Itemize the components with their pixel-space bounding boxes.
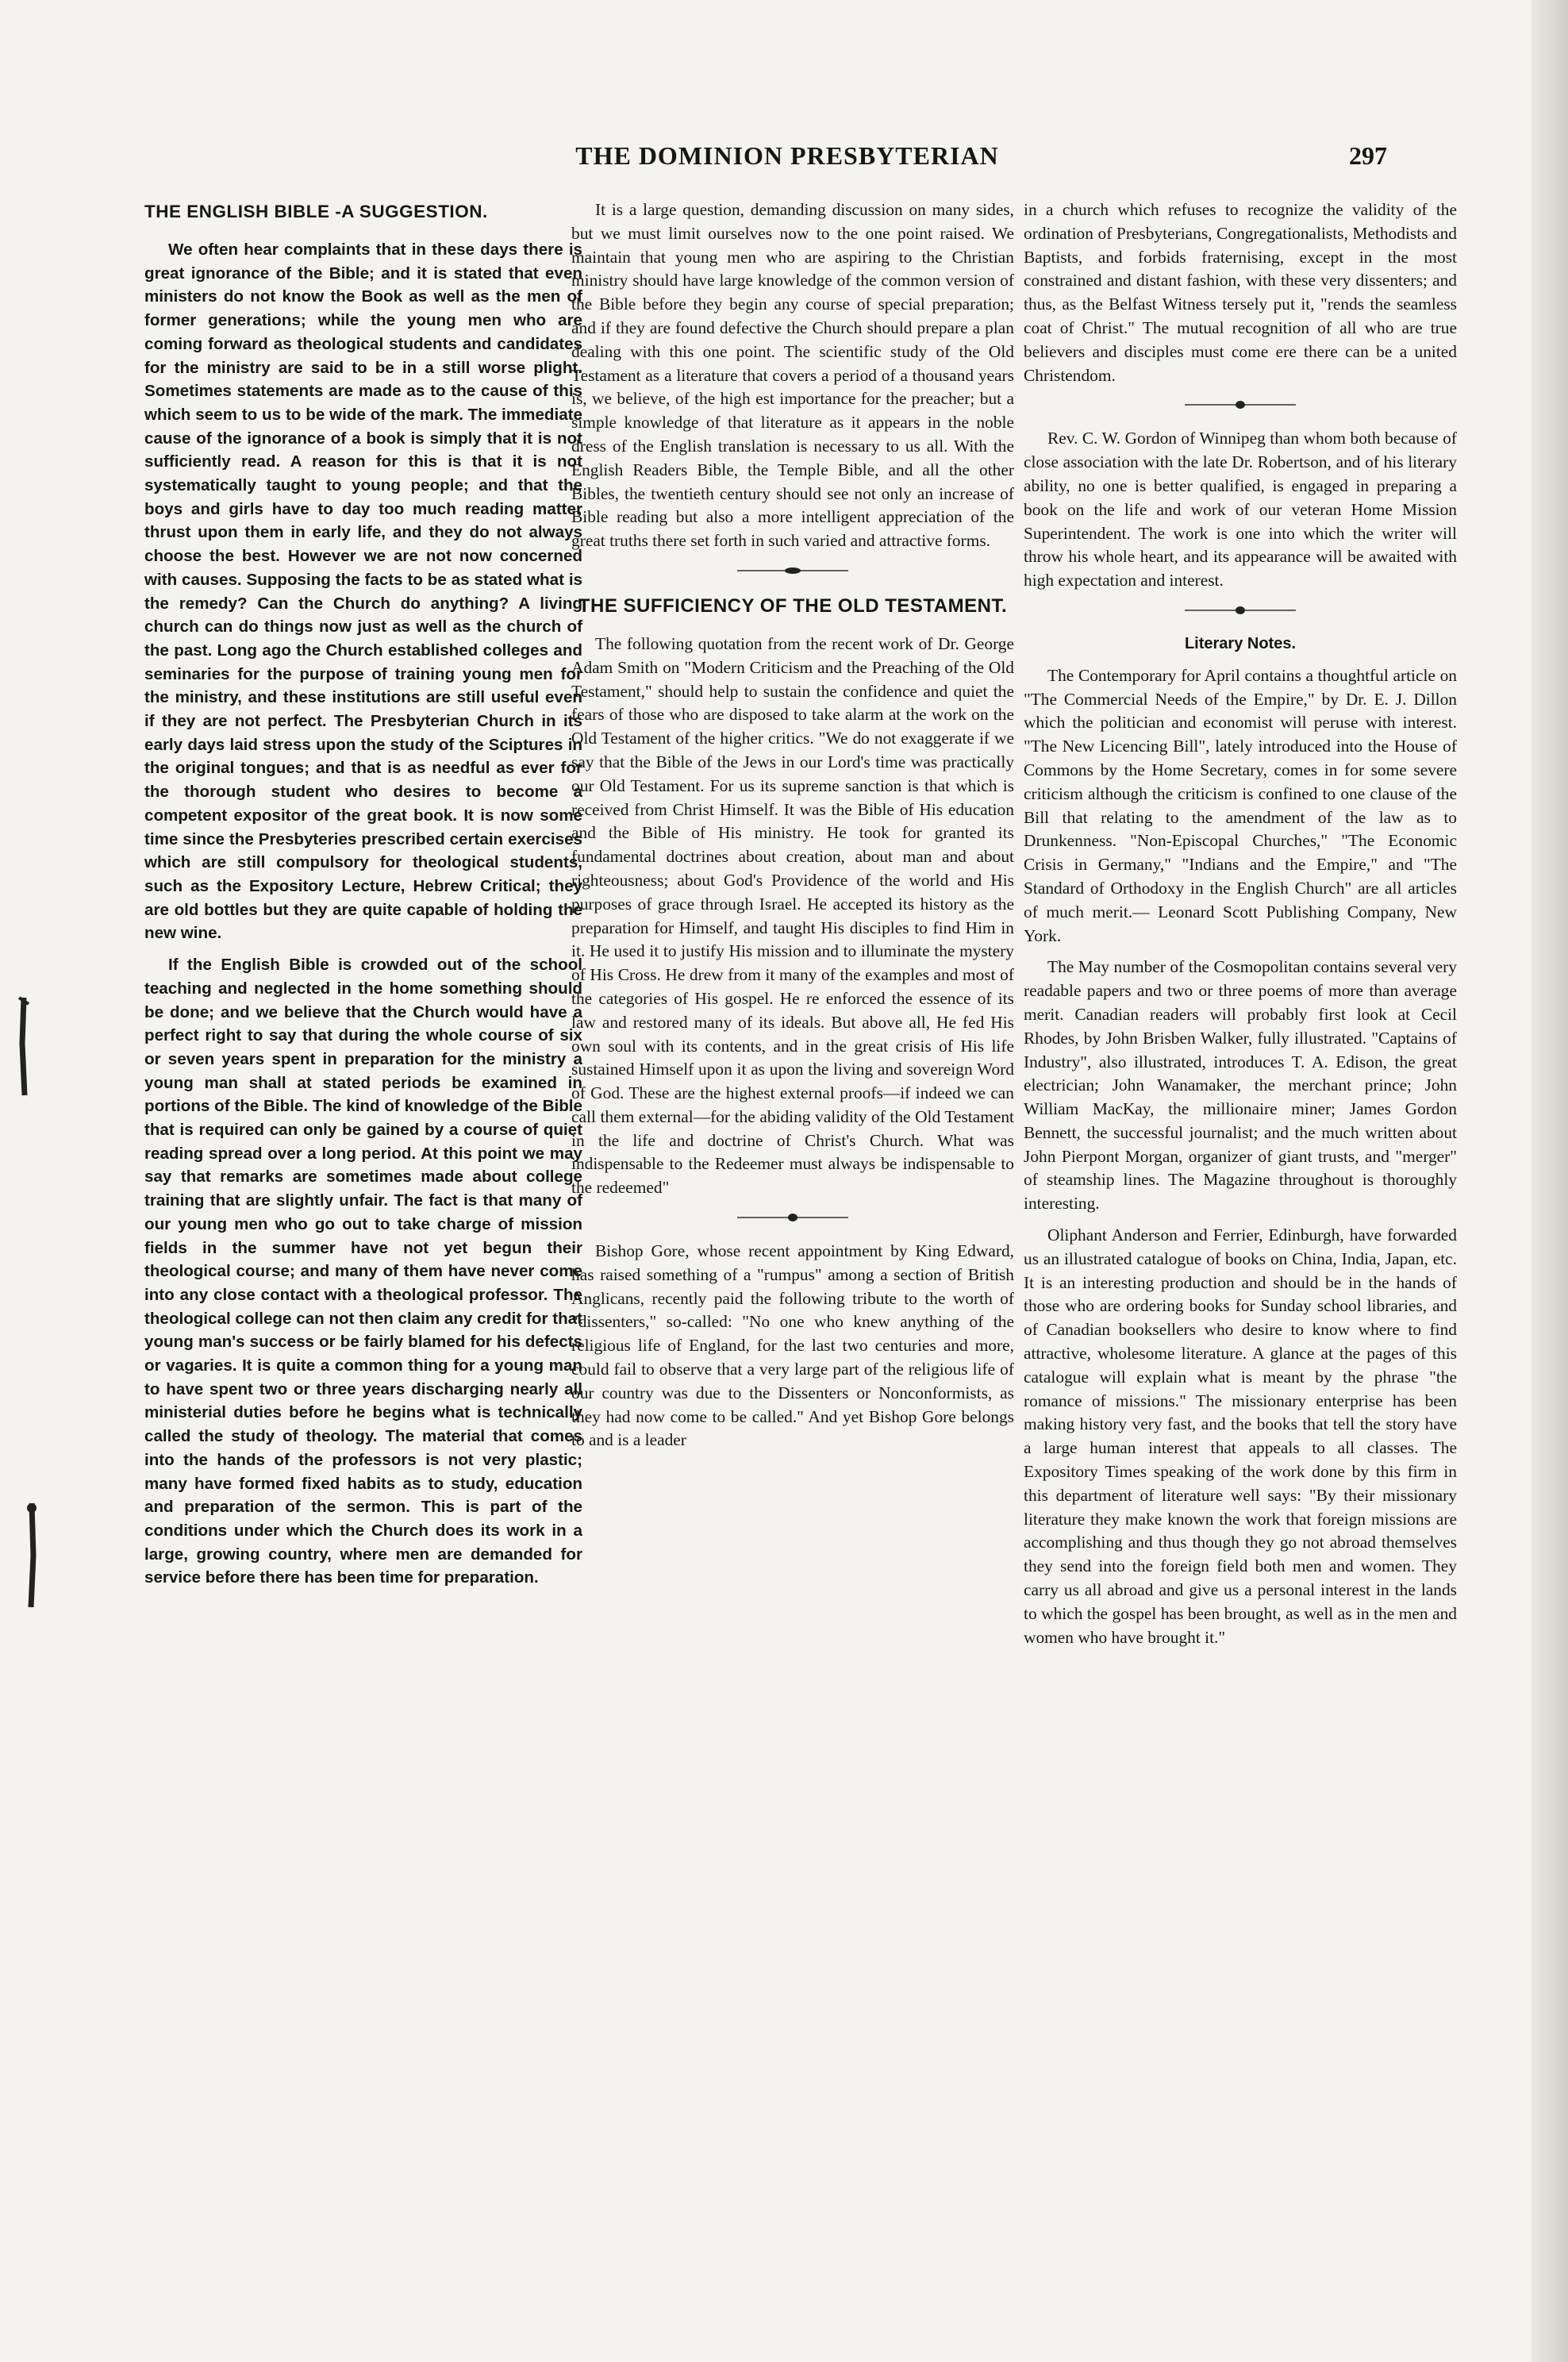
article-paragraph: Rev. C. W. Gordon of Winnipeg than whom both because of close association with the late Dr. Robertson, and of his literary ability, no one is better qualified, is engaged in preparing a book on the life and work of our veteran Home Mission Superintendent. The work is one into which the writer will throw his whole heart, and its appearance will be awaited with high expectation and interest. (1024, 429, 1457, 590)
publication-title: THE DOMINION PRESBYTERIAN (575, 141, 999, 170)
margin-binding-mark-lower (21, 1500, 44, 1611)
article-paragraph: Oliphant Anderson and Ferrier, Edinburgh, have forwarded us an illustrated catalogue of books on China, India, Japan, etc. It is an interesting production and should be in the hands of those who are ordering books for Sunday school libraries, and of Canadian booksellers who desire to know where to find attractive, wholesome literature. A glance at the pages of this catalogue will explain what is meant by the phrase "the romance of missions." The missionary enterprise has been making history very fast, and the books that tell the story have a large human interest that appeals to all classes. The Expository Times speaking of the work done by this firm in this department of literature well says: "By their missionary literature they make known the work that foreign missions are accomplishing and thus though they go not abroad themselves they send into the foreign field both men and women. They carry us all abroad and give us a personal interest in the lands to which the gospel has been brought, as well as in the men and women who have brought it." (1024, 1225, 1457, 1647)
margin-binding-mark-upper (11, 996, 35, 1099)
column-right (1024, 198, 1457, 1657)
section-divider (571, 1208, 1014, 1229)
article-heading-sufficiency: THE SUFFICIENCY OF THE OLD TESTAMENT. (578, 594, 1008, 617)
column-left (144, 198, 582, 1598)
page-number: 297 (1349, 141, 1387, 170)
article-paragraph: We often hear complaints that in these days there is great ignorance of the Bible; and it is stated that even ministers do not know the Book as well as the men of former generations; while the young men who are coming forward as theological students and candidates for the ministry are said to be in a still worse plight. Sometimes statements are made as to the cause of this which seem to us to be wide of the mark. The immediate cause of the ignorance of a book is simply that it is not sufficiently read. A reason for this is that it is not systematically taught to young people; and that the boys and girls have to day too much reading matter thrust upon them in early life, and they do not always choose the best. However we are not now concerned with causes. Supposing the facts to be as stated what is the remedy? Can the Church do anything? A living church can do things now just as well as the church of the past. Long ago the Church established colleges and seminaries for the purpose of training young men for the ministry, and these institutions are still useful even if they are not perfect. The Presbyterian Church in its early days laid stress upon the study of the Sciptures in the original tongues; and that is as needful as ever for the thorough student who desires to become a competent expositor of the great book. It is now some time since the Presbyteries prescribed certain exercises which are still compulsory for theological students, such as the Expository Lecture, Hebrew Critical; they are old bottles but they are quite capable of holding the new wine. (144, 240, 582, 943)
article-paragraph: It is a large question, demanding discussion on many sides, but we must limit ourselves now to the one point raised. We maintain that young men who are aspiring to the Christian ministry should have large knowledge of the common version of the Bible before they begin any course of special preparation; and if they are found defective the Church should prepare a plan dealing with this one point. The scientific study of the Old Testament as a literature that covers a period of a thousand years is, we believe, of the high est importance for the preacher; but a simple knowledge of that literature as it appears in the noble dress of the English translation is necessary to us all. With the English Readers Bible, the Temple Bible, and all the other Bibles, the twentieth century should see not only an increase of Bible reading but also a more intelligent appreciation of the great truths there set forth in such varied and attractive forms. (571, 200, 1014, 551)
section-divider (1024, 601, 1457, 621)
running-head (0, 141, 1568, 181)
section-divider (1024, 395, 1457, 416)
section-heading-literary-notes: Literary Notes. (1184, 634, 1297, 652)
article-heading-english-bible: THE ENGLISH BIBLE -A SUGGESTION. (144, 202, 488, 221)
page-edge-shadow (1531, 0, 1568, 2362)
article-paragraph: The Contemporary for April contains a thoughtful article on "The Commercial Needs of the Empire," by Dr. E. J. Dillon which the politician and economist will peruse with interest. "The New Licencing Bill", lately introduced into the House of Commons by the Home Secretary, comes in for some severe criticism although the criticism is confined to one clause of the Bill that relating to the amendment of the law as to Drunkenness. "Non-Episcopal Churches," "The Economic Crisis in Germany," "Indians and the Empire," and "The Standard of Orthodoxy in the English Church" are all articles of much merit.— Leonard Scott Publishing Company, New York. (1024, 665, 1457, 945)
article-paragraph: If the English Bible is crowded out of the school teaching and neglected in the home something should be done; and we believe that the Church would have a perfect right to say that during the whole course of six or seven years spent in preparation for the ministry a young man shall at stated periods be examined in portions of the Bible. The kind of knowledge of the Bible that is required can only be gained by a course of quiet reading spread over a long period. At this point we may say that remarks are sometimes made about college training that are slightly unfair. The fact is that many of our young men who go out to take charge of mission fields in the summer have not yet begun their theological course; and many of them have never come into any close contact with a theological professor. The theological college can not then claim any credit for that young man's success or be fairly blamed for his defects or vagaries. It is quite a common thing for a young man to have spent two or three years discharging nearly all ministerial duties before he begins what is technically called the study of theology. The material that comes into the hands of the professors is not very plastic; many have formed fixed habits as to study, education and preparation of the sermon. This is part of the conditions under which the Church does its work in a large, growing country, where men are demanded for service before there has been time for preparation. (144, 956, 582, 1587)
article-paragraph: in a church which refuses to recognize the validity of the ordination of Presbyterians, Congregationalists, Methodists and Baptists, and forbids fraternising, except in the most constrained and distant fashion, with these very dissenters; and thus, as the Belfast Witness tersely put it, "rends the seamless coat of Christ." The mutual recognition of all who are true believers and disciples must come ere there can be a united Christendom. (1024, 200, 1457, 385)
article-paragraph: Bishop Gore, whose recent appointment by King Edward, has raised something of a "rumpus" among a section of British Anglicans, recently paid the following tribute to the worth of "dissenters," so-called: "No one who knew anything of the religious life of England, for the last two centuries and more, could fail to observe that a very large part of the religious life of our country was due to the Dissenters or Nonconformists, as they had now come to be called." And yet Bishop Gore belongs to and is a leader (571, 1241, 1014, 1450)
article-paragraph: The May number of the Cosmopolitan contains several very readable papers and two or three poems of more than average merit. Canadian readers will probably first look at Cecil Rhodes, by John Brisben Walker, fully illustrated. "Captains of Industry", also illustrated, introduces T. A. Edison, the great electrician; John Wanamaker, the merchant prince; John William MacKay, the millionaire miner; James Gordon Bennett, the successful journalist; and the much written about John Pierpont Morgan, organizer of giant trusts, and "merger" of steamship lines. The Magazine throughout is thoroughly interesting. (1024, 957, 1457, 1214)
column-middle (571, 198, 1014, 1460)
section-divider (571, 561, 1014, 582)
article-paragraph: The following quotation from the recent work of Dr. George Adam Smith on "Modern Criticism and the Preaching of the Old Testament," should help to sustain the confidence and quiet the fears of those who are disposed to take alarm at the work on the Old Testament of the higher critics. "We do not exaggerate if we say that the Bible of the Jews in our Lord's time was practically our Old Testament. For us its supreme sanction is that which is received from Christ Himself. It was the Bible of His education and the Bible of His ministry. He took for granted its fundamental doctrines about creation, about man and about righteousness; about God's Providence of the world and His purposes of grace through Israel. He accepted its history as the preparation for Himself, and taught His disciples to find Him in it. He used it to justify His mission and to illuminate the mystery of His Cross. He drew from it many of the examples and most of the categories of His gospel. He re enforced the essence of its law and restored many of its ideals. But above all, He fed His own soul with its contents, and in the great crisis of His life sustained Himself upon it as upon the living and sovereign Word of God. These are the highest external proofs—if indeed we can call them external—for the abiding validity of the Old Testament in the life and doctrine of Christ's Church. What was indispensable to the Redeemer must always be indispensable to the redeemed" (571, 633, 1014, 1198)
